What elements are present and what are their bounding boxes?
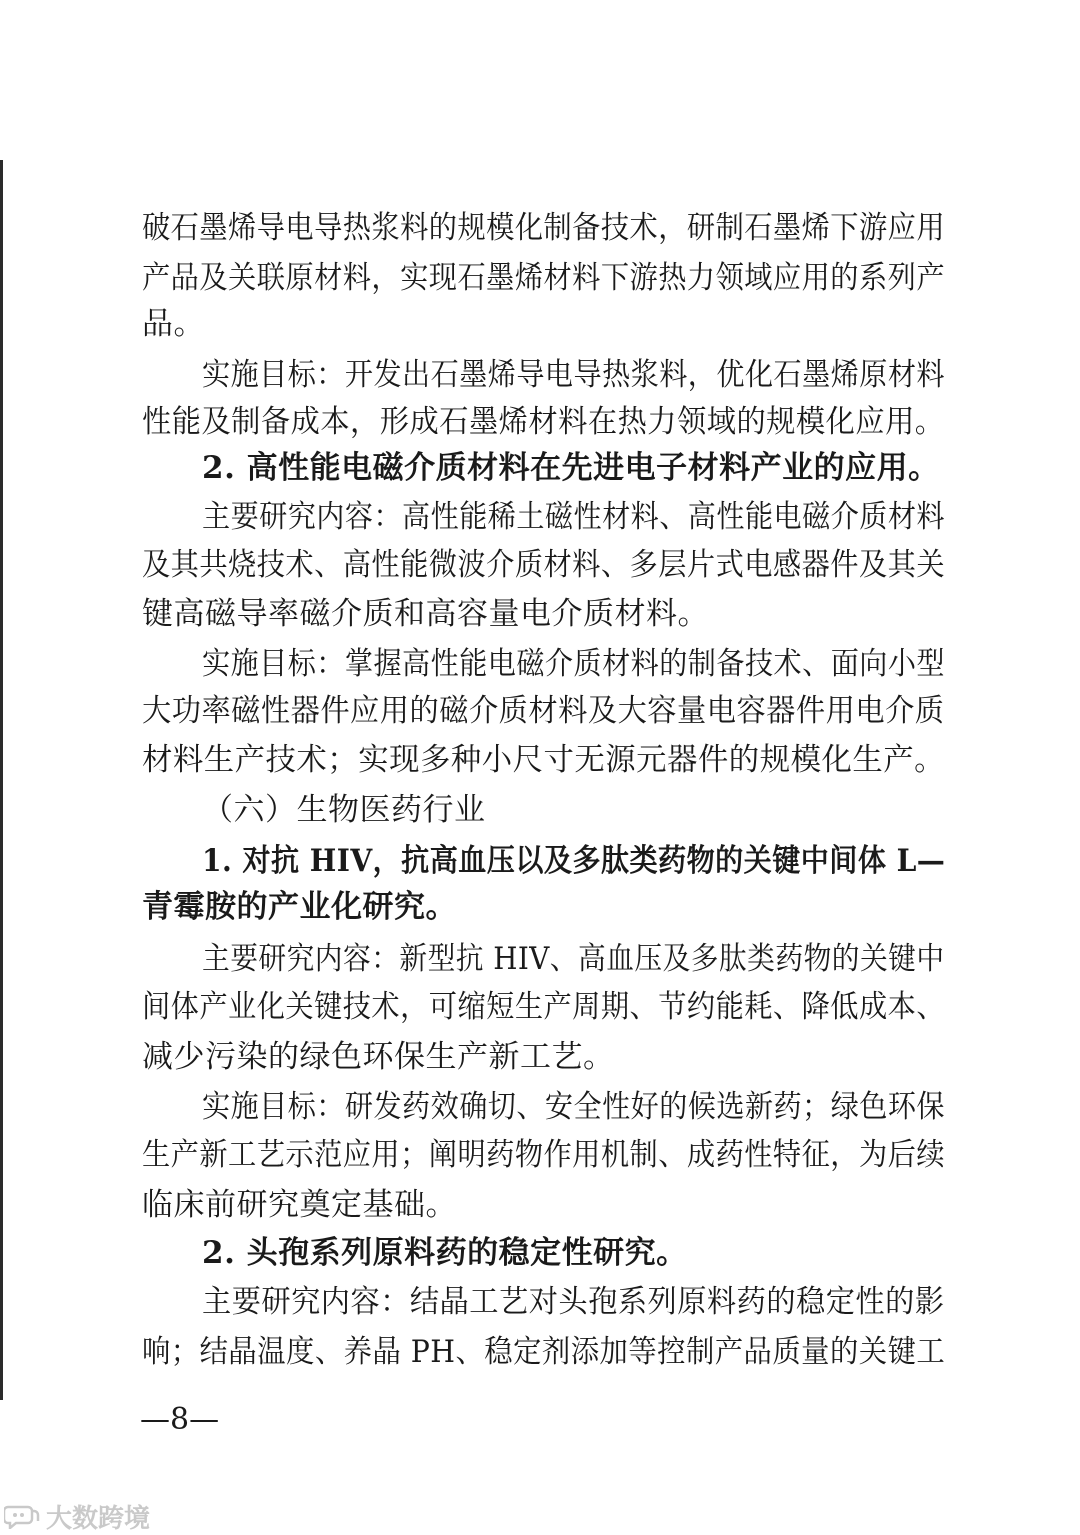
line-8: 及其共烧技术、高性能微波介质材料、多层片式电感器件及其关: [142, 547, 945, 583]
line-19: 实施目标：研发药效确切、安全性好的候选新药；绿色环保: [202, 1089, 945, 1125]
line-18: 减少污染的绿色环保生产新工艺。: [142, 1039, 615, 1075]
line-13: （六）生物医药行业: [202, 792, 486, 828]
line-20: 生产新工艺示范应用；阐明药物作用机制、成药性特征，为后续: [142, 1137, 945, 1173]
line-2: 产品及关联原材料，实现石墨烯材料下游热力领域应用的系列产: [142, 260, 945, 296]
line-6: 2. 高性能电磁介质材料在先进电子材料产业的应用。: [202, 450, 940, 486]
line-4: 实施目标：开发出石墨烯导电导热浆料，优化石墨烯原材料: [202, 357, 945, 393]
line-5: 性能及制备成本，形成石墨烯材料在热力领域的规模化应用。: [142, 404, 945, 440]
line-22: 2. 头孢系列原料药的稳定性研究。: [202, 1235, 688, 1271]
line-9: 键高磁导率磁介质和高容量电介质材料。: [142, 596, 709, 632]
line-16: 主要研究内容：新型抗 HIV、高血压及多肽类药物的关键中: [202, 941, 945, 977]
chat-bubble-logo-icon: [4, 1503, 40, 1529]
line-21: 临床前研究奠定基础。: [142, 1187, 457, 1223]
line-15: 青霉胺的产业化研究。: [142, 889, 457, 925]
line-14: 1. 对抗 HIV，抗高血压以及多肽类药物的关键中间体 L—: [202, 843, 946, 879]
line-24: 响；结晶温度、养晶 PH、稳定剂添加等控制产品质量的关键工: [142, 1334, 946, 1370]
line-3: 品。: [142, 306, 205, 342]
line-7: 主要研究内容：高性能稀土磁性材料、高性能电磁介质材料: [202, 499, 945, 535]
line-12: 材料生产技术；实现多种小尺寸无源元器件的规模化生产。: [142, 742, 945, 778]
line-23: 主要研究内容：结晶工艺对头孢系列原料药的稳定性的影: [202, 1284, 945, 1320]
watermark-text: 大数跨境: [46, 1503, 151, 1534]
page-edge: [0, 160, 3, 1400]
line-17: 间体产业化关键技术，可缩短生产周期、节约能耗、降低成本、: [142, 989, 945, 1025]
line-10: 实施目标：掌握高性能电磁介质材料的制备技术、面向小型: [202, 646, 945, 682]
page-number: —8—: [140, 1402, 220, 1437]
line-1: 破石墨烯导电导热浆料的规模化制备技术，研制石墨烯下游应用: [142, 210, 945, 246]
line-11: 大功率磁性器件应用的磁介质材料及大容量电容器件用电介质: [142, 693, 945, 729]
watermark: [4, 1500, 150, 1532]
